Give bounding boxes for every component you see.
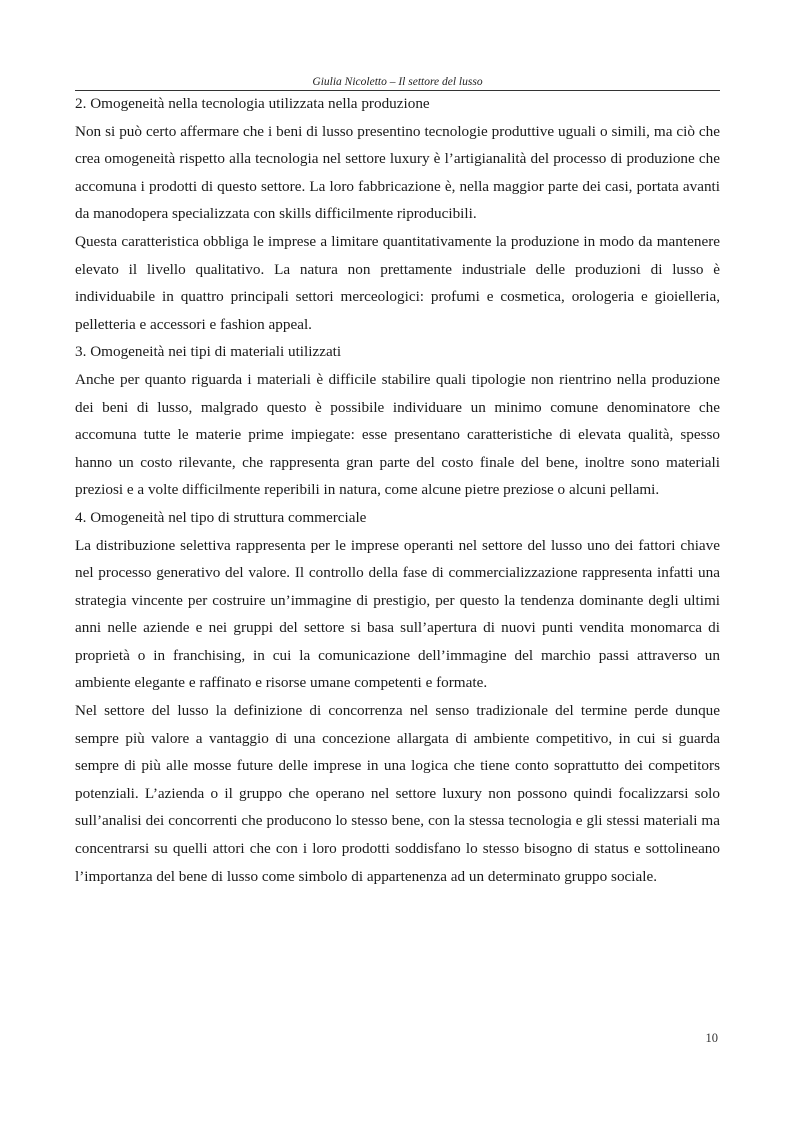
- running-header: Giulia Nicoletto – Il settore del lusso: [312, 76, 483, 88]
- paragraph-commercial-1: La distribuzione selettiva rappresenta per le imprese operanti nel settore del lusso uno dei fattori chiave nel processo generativo del valore. Il controllo della fase di commercializzazione rappresenta infatti una strategia vincente per costruire un’immagine di prestigio, per questo la tendenza dominante degli ultimi anni nelle aziende e nei gruppi del settore si basa sull’apertura di nuovi punti vendita monomarca di proprietà o in franchising, in cui la comunicazione dell’immagine del marchio passi attraverso un ambiente elegante e raffinato e risorse umane competenti e formate.: [75, 536, 720, 692]
- page-number: 10: [705, 1031, 718, 1045]
- section-heading-materials: 3. Omogeneità nei tipi di materiali utilizzati: [75, 343, 342, 361]
- paragraph-technology-2: Questa caratteristica obbliga le imprese a limitare quantitativamente la produzione in modo da mantenere elevato il livello qualitativo. La natura non prettamente industriale delle produzioni di lusso è individuabile in quattro principali settori merceologici: profumi e cosmetica, orologeria e gioielleria, pelletteria e accessori e fashion appeal.: [75, 232, 720, 333]
- section-heading-technology: 2. Omogeneità nella tecnologia utilizzata nella produzione: [75, 95, 430, 112]
- section-heading-commercial-structure: 4. Omogeneità nel tipo di struttura commerciale: [75, 508, 367, 526]
- paragraph-technology-1: Non si può certo affermare che i beni di lusso presentino tecnologie produttive uguali o simili, ma ciò che crea omogeneità rispetto alla tecnologia nel settore luxury è l’artigianalità del processo di produzione che accomuna i prodotti di questo settore. La loro fabbricazione è, nella maggior parte dei casi, portata avanti da manodopera specializzata con skills difficilmente riproducibili.: [75, 122, 720, 223]
- page-body: [75, 90, 720, 890]
- paragraph-materials-1: Anche per quanto riguarda i materiali è difficile stabilire quali tipologie non rientrino nella produzione dei beni di lusso, malgrado questo è possibile individuare un minimo comune denominatore che accomuna tutte le materie prime impiegate: esse presentano caratteristiche di elevata qualità, spesso hanno un costo rilevante, che rappresenta gran parte del costo finale del bene, inoltre sono materiali preziosi e a volte difficilmente reperibili in natura, come alcune pietre preziose o alcuni pellami.: [75, 370, 720, 499]
- paragraph-commercial-2: Nel settore del lusso la definizione di concorrenza nel senso tradizionale del termine perde dunque sempre più valore a vantaggio di una concezione allargata di ambiente competitivo, in cui si guarda sempre di più alle mosse future delle imprese in una logica che tiene conto soprattutto dei competitors potenziali. L’azienda o il gruppo che operano nel settore luxury non possono quindi focalizzarsi solo sull’analisi dei concorrenti che producono lo stesso bene, con la stessa tecnologia e gli stessi materiali ma concentrarsi su quelli attori che con i loro prodotti soddisfano lo stesso bisogno di status e sottolineano l’importanza del bene di lusso come simbolo di appartenenza ad un determinato gruppo sociale.: [75, 702, 720, 885]
